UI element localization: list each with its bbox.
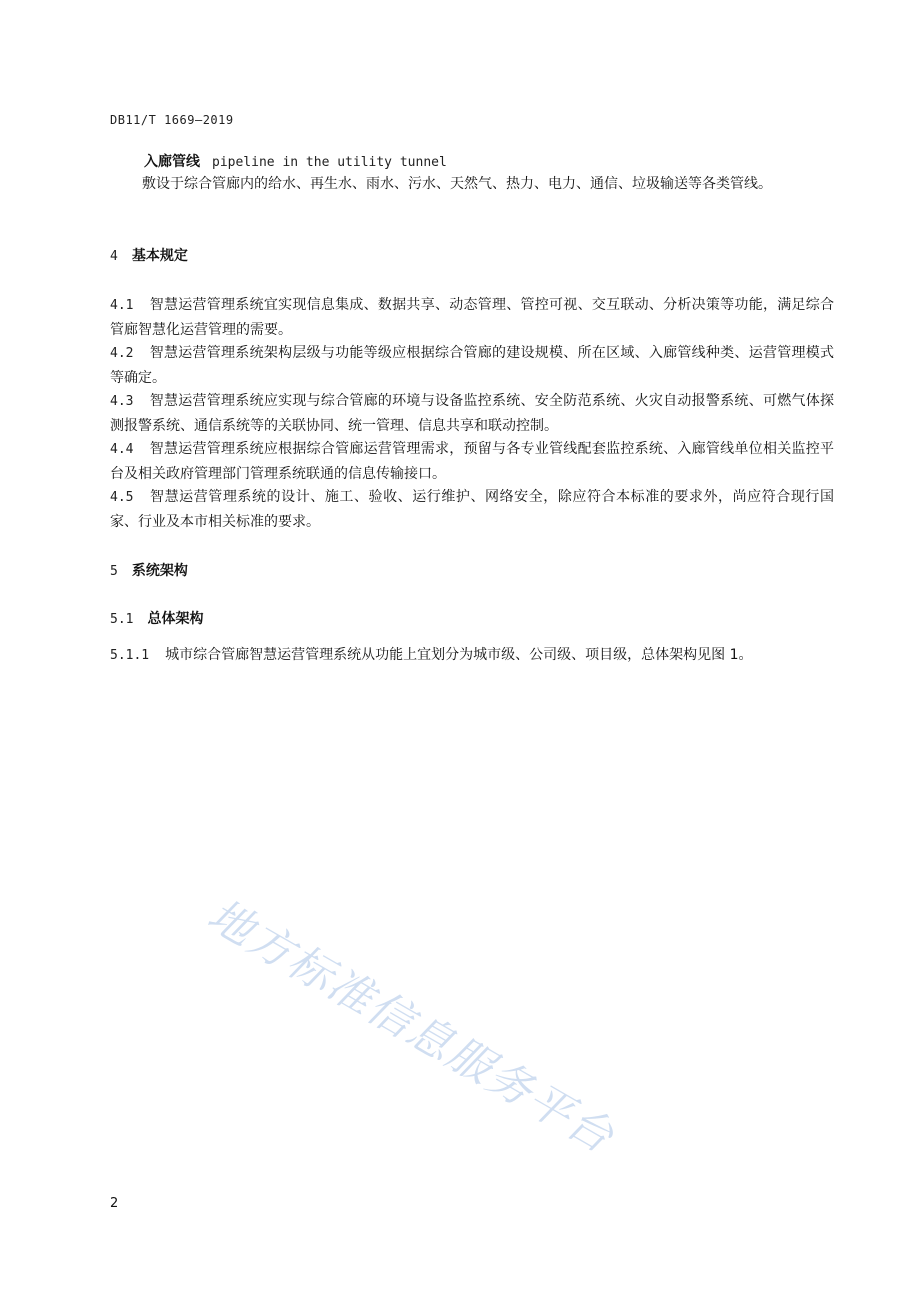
section-4-heading	[110, 245, 188, 265]
clause-text: 城市综合管廊智慧运营管理系统从功能上宜划分为城市级、公司级、项目级，总体架构见图 1。	[165, 647, 753, 663]
clause-number: 4.4	[110, 442, 134, 457]
subsection-5-1-heading	[110, 608, 203, 628]
clause-text: 智慧运营管理系统架构层级与功能等级应根据综合管廊的建设规模、所在区域、入廊管线种类、运营管理模式等确定。	[110, 345, 834, 386]
clause-number: 5.1.1	[110, 648, 150, 663]
subsection-title: 总体架构	[147, 611, 204, 627]
clause-text: 智慧运营管理系统的设计、施工、验收、运行维护、网络安全，除应符合本标准的要求外，尚应符合现行国家、行业及本市相关标准的要求。	[110, 489, 834, 530]
section-5-heading	[110, 560, 188, 580]
watermark: 地方标准信息服务平台	[199, 889, 623, 1164]
clause-5-1-1	[110, 643, 850, 668]
clause-number: 4.1	[110, 298, 134, 313]
clause-4-4	[110, 437, 834, 486]
clause-4-2	[110, 341, 834, 390]
section-title: 系统架构	[131, 563, 188, 579]
term-heading	[144, 151, 447, 171]
subsection-number: 5.1	[110, 612, 134, 627]
clause-text: 智慧运营管理系统宜实现信息集成、数据共享、动态管理、管控可视、交互联动、分析决策等功能，满足综合管廊智慧化运营管理的需要。	[110, 297, 834, 338]
clause-4-1	[110, 293, 834, 342]
section-number: 4	[110, 249, 118, 264]
document-id: DB11/T 1669—2019	[110, 113, 234, 127]
clause-number: 4.3	[110, 394, 134, 409]
term-english: pipeline in the utility tunnel	[212, 155, 447, 170]
clause-4-5	[110, 485, 834, 534]
clause-number: 4.5	[110, 490, 134, 505]
term-chinese: 入廊管线	[144, 154, 200, 170]
clause-4-3	[110, 389, 834, 438]
page-number: 2	[110, 1196, 119, 1211]
clause-text: 智慧运营管理系统应根据综合管廊运营管理需求，预留与各专业管线配套监控系统、入廊管线单位相关监控平台及相关政府管理部门管理系统联通的信息传输接口。	[110, 441, 834, 482]
section-number: 5	[110, 564, 118, 579]
clause-number: 4.2	[110, 346, 134, 361]
clause-text: 智慧运营管理系统应实现与综合管廊的环境与设备监控系统、安全防范系统、火灾自动报警系统、可燃气体探测报警系统、通信系统等的关联协同、统一管理、信息共享和联动控制。	[110, 393, 834, 434]
term-definition: 敷设于综合管廊内的给水、再生水、雨水、污水、天然气、热力、电力、通信、垃圾输送等各类管线。	[142, 176, 772, 192]
section-title: 基本规定	[131, 248, 188, 264]
